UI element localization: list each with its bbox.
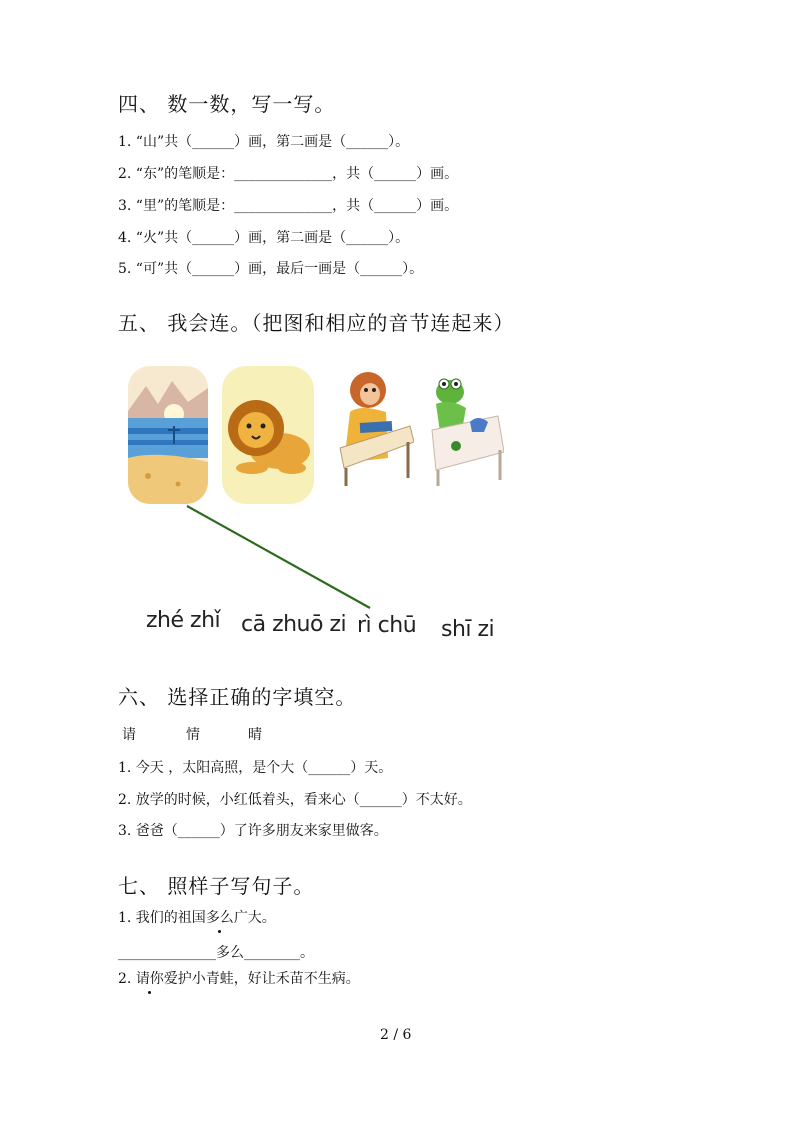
- blank-end-mark: 。: [300, 945, 314, 961]
- syllable-shi-zi: shī zi: [441, 617, 495, 642]
- question-7-2-suffix: 爱护小青蛙，好让禾苗不生病。: [163, 971, 360, 987]
- question-6-2: 2. 放学的时候，小红低着头，看来心（______）不太好。: [118, 792, 472, 808]
- question-6-1: 1. 今天 ，太阳高照，是个大（______）天。: [118, 760, 393, 776]
- section-7-heading: 七、 照样子写句子。: [118, 874, 315, 898]
- blank-line-b: ________: [244, 945, 300, 961]
- question-7-1-prefix: 1. 我们的祖国: [118, 910, 206, 926]
- choice-qing-2: 情: [186, 727, 200, 743]
- question-7-2-prefix: 2.: [118, 971, 136, 987]
- question-7-1-suffix: 广大。: [233, 910, 276, 926]
- page-number: 2 / 6: [380, 1027, 412, 1043]
- question-4-1: 1. “山”共（______）画，第二画是（______）。: [118, 134, 410, 150]
- answer-line-7-1: [118, 942, 314, 962]
- question-4-5: 5. “可”共（______）画，最后一画是（______）。: [118, 261, 424, 277]
- question-6-3: 3. 爸爸（______）了许多朋友来家里做客。: [118, 823, 388, 839]
- question-7-1: [118, 907, 276, 927]
- dotted-word-duome: 多么: [206, 907, 234, 927]
- choice-qing-1: 请: [122, 727, 136, 743]
- section-4-heading: 四、 数一数，写一写。: [118, 92, 336, 116]
- syllable-ri-chu: rì chū: [357, 613, 417, 638]
- dotted-word-qingni: 请你: [136, 968, 164, 988]
- section-5-heading: 五、 我会连。（把图和相应的音节连起来）: [118, 311, 515, 335]
- question-4-2: 2. “东”的笔顺是：______________，共（______）画。: [118, 166, 459, 182]
- section-6-heading: 六、 选择正确的字填空。: [118, 685, 357, 709]
- question-7-2: [118, 968, 360, 988]
- blank-middle-word: 多么: [216, 945, 244, 961]
- blank-line-a: ______________: [118, 945, 216, 961]
- choice-qing-3: 晴: [248, 727, 262, 743]
- syllable-ca-zhuo-zi: cā zhuō zi: [241, 612, 347, 637]
- question-4-4: 4. “火”共（______）画，第二画是（______）。: [118, 230, 410, 246]
- question-4-3: 3. “里”的笔顺是：______________，共（______）画。: [118, 198, 459, 214]
- syllable-zhe-zhi: zhé zhǐ: [146, 608, 221, 633]
